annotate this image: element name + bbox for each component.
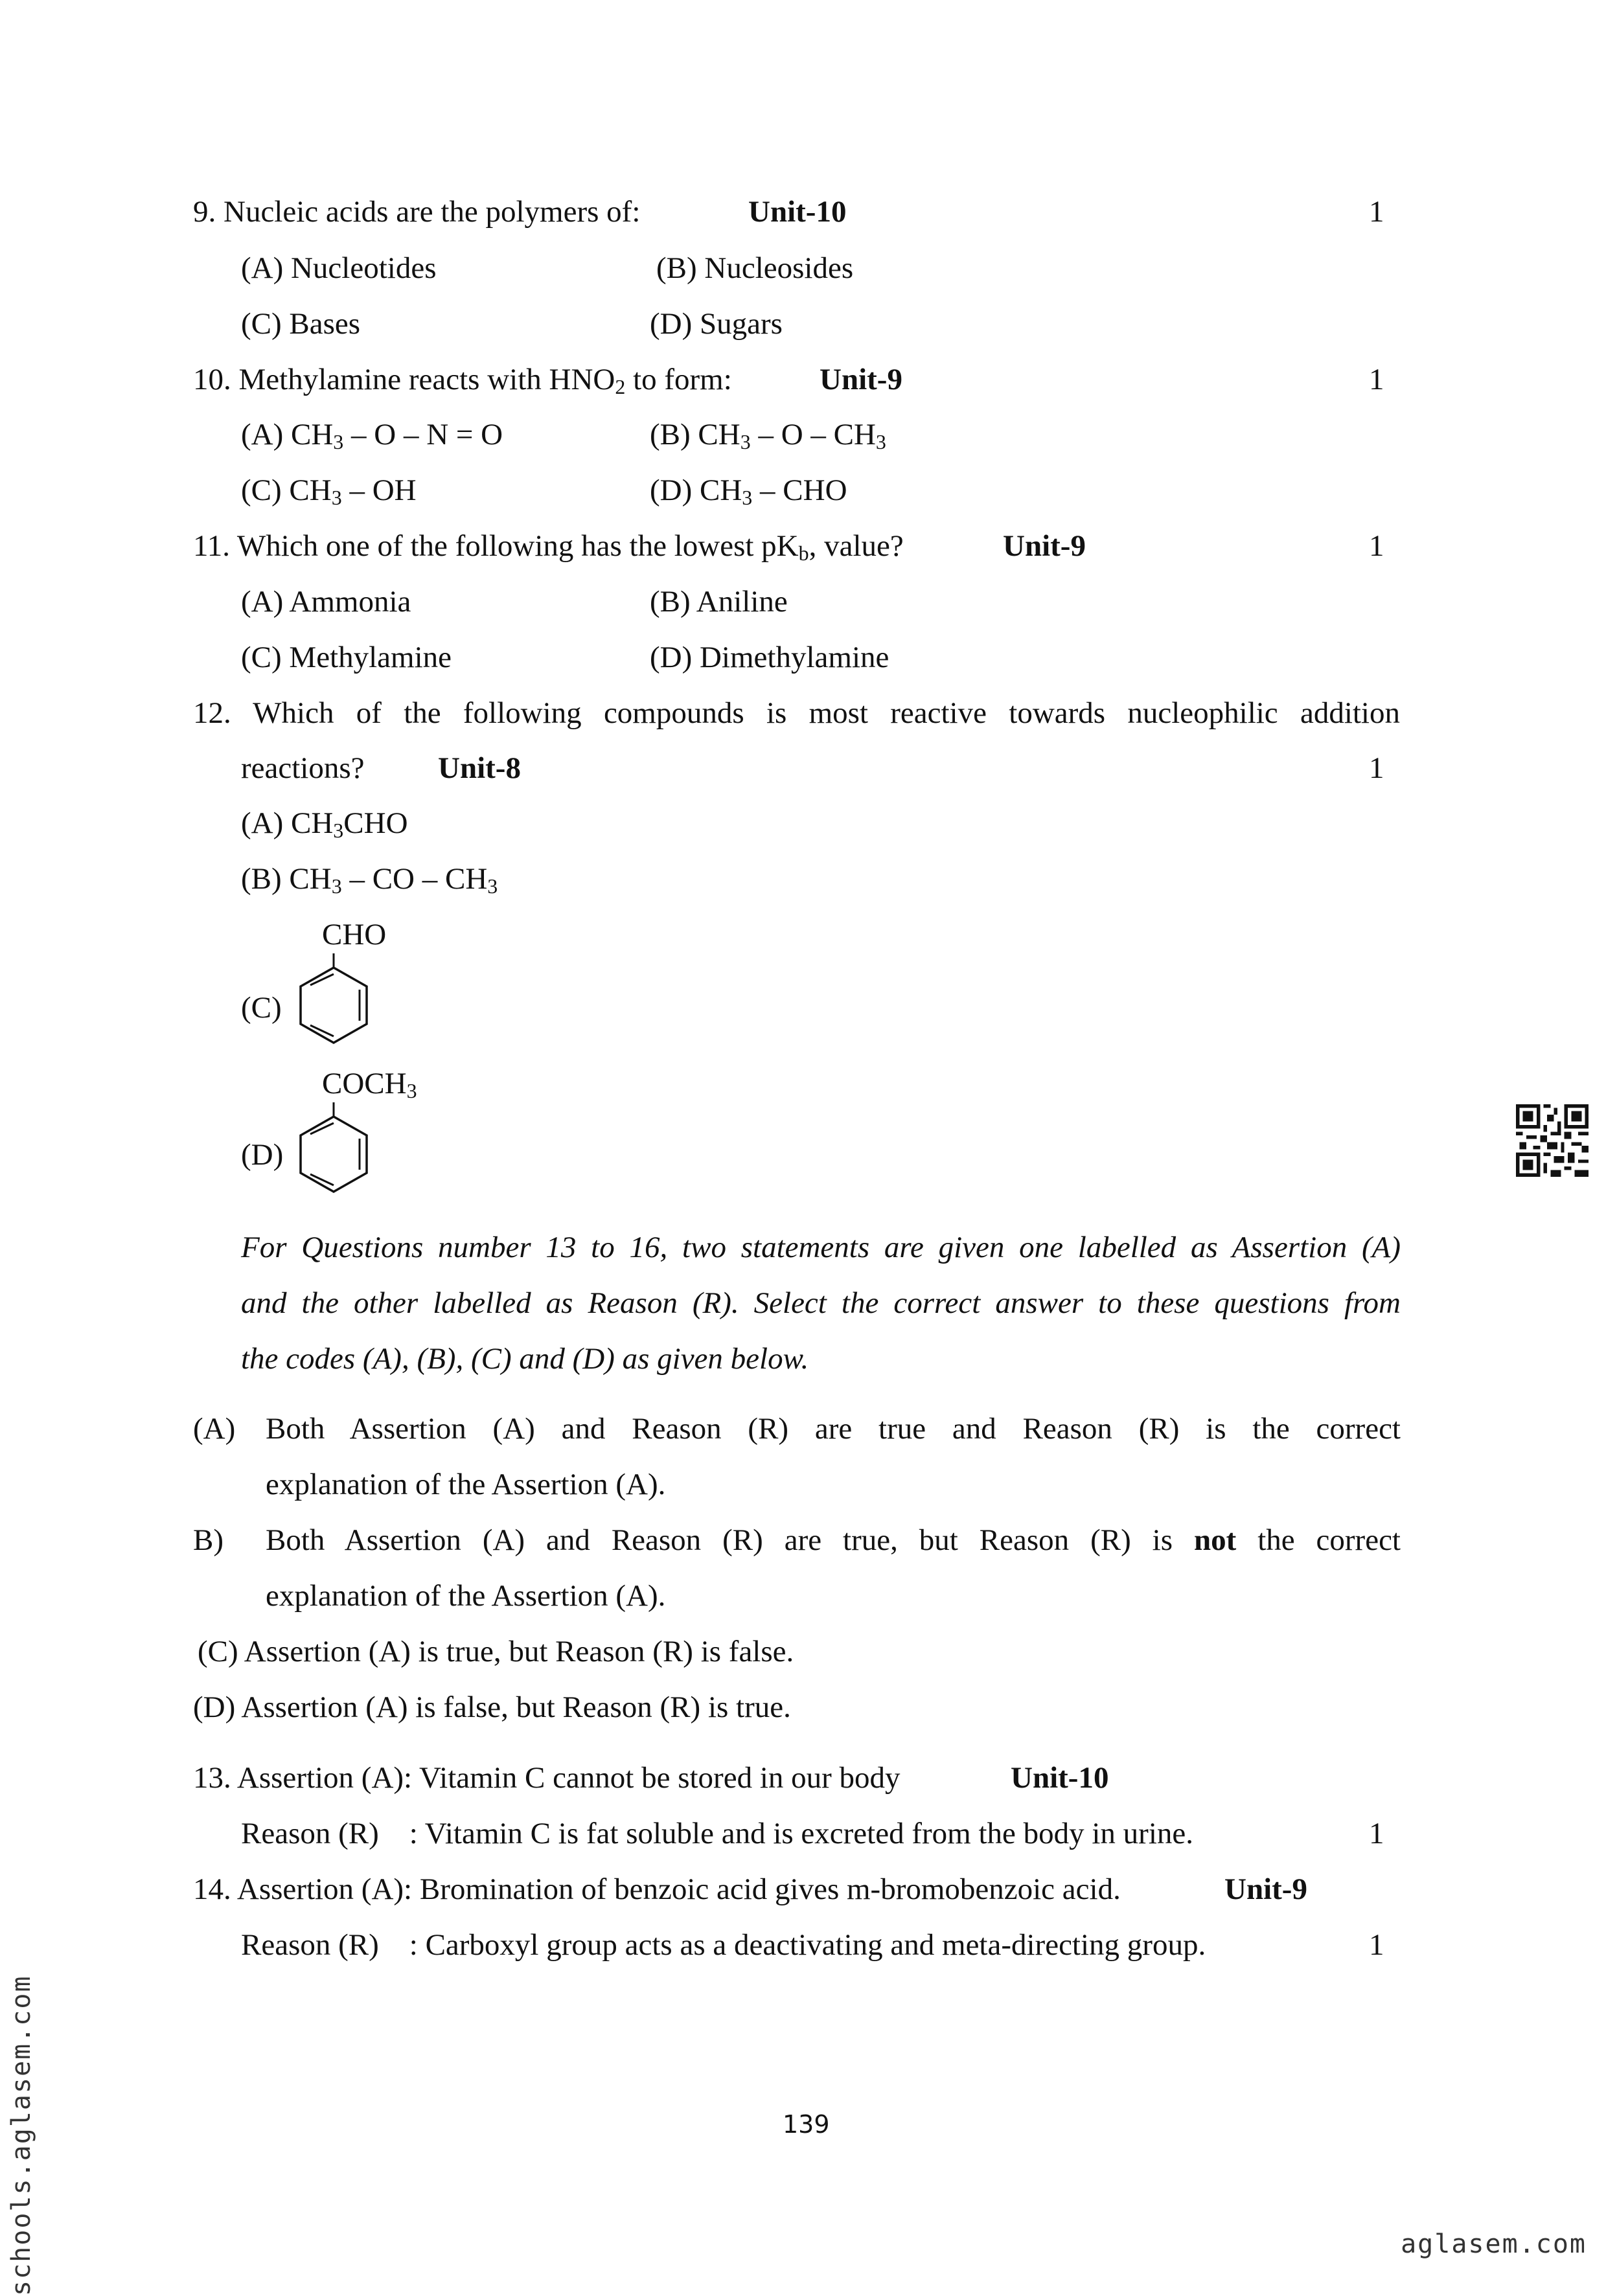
q11-unit: Unit-9 — [1003, 529, 1086, 563]
code-d-text: (D) Assertion (A) is false, but Reason (R) is true. — [193, 1690, 791, 1724]
q13-marks: 1 — [1369, 1817, 1384, 1850]
q14-reason: Reason (R) : Carboxyl group acts as a deactivating and meta-directing group. — [241, 1928, 1206, 1962]
instructions-line-3: the codes (A), (B), (C) and (D) as given below. — [241, 1342, 809, 1376]
code-b-label: B) — [193, 1523, 224, 1557]
q12-c-group: CHO — [322, 918, 387, 951]
q9-option-d: (D) Sugars — [650, 307, 783, 341]
q14-marks: 1 — [1369, 1928, 1384, 1962]
q10-option-a: (A) $CH_3 - O - N = O$ — [241, 418, 503, 454]
q9-option-a: (A) Nucleotides — [241, 251, 437, 285]
q12-marks: 1 — [1369, 751, 1384, 785]
instructions-line-2: and the other labelled as Reason (R). Select the correct answer to these questions from — [241, 1286, 1401, 1320]
q9-unit: Unit-10 — [748, 195, 847, 229]
page-number: 139 — [783, 2110, 830, 2139]
code-b-text: Both Assertion (A) and Reason (R) are true, but Reason (R) is not the correct — [266, 1523, 1401, 1557]
q14-unit: Unit-9 — [1224, 1872, 1307, 1906]
q10-option-c: (C) $CH_3$ – OH — [241, 473, 417, 510]
q10-text: 10. Methylamine reacts with $HNO_2$ to form: — [193, 363, 732, 399]
q10-marks: 1 — [1369, 363, 1384, 396]
q10-unit: Unit-9 — [820, 363, 902, 396]
q12-text-cont: reactions? — [241, 751, 365, 785]
side-watermark: schools.aglasem.com — [6, 1975, 36, 2296]
q14-assertion: 14. Assertion (A): Bromination of benzoic acid gives m-bromobenzoic acid. — [193, 1872, 1121, 1906]
q9-option-b: (B) Nucleosides — [656, 251, 854, 285]
q10-option-b: (B) $CH_3$ – O – $CH_3$ — [650, 418, 886, 454]
q11-text: 11. Which one of the following has the lowest $pK_b$, value? — [193, 529, 904, 565]
q12-option-c-label: (C) — [241, 991, 282, 1025]
code-b-text-cont: explanation of the Assertion (A). — [266, 1579, 666, 1613]
q13-reason: Reason (R) : Vitamin C is fat soluble and is excreted from the body in urine. — [241, 1817, 1193, 1850]
qr-code-icon — [1516, 1104, 1589, 1177]
q9-marks: 1 — [1369, 195, 1384, 229]
benzene-ring-icon — [295, 952, 373, 1049]
code-c-text: (C) Assertion (A) is true, but Reason (R) is false. — [198, 1635, 794, 1668]
q12-option-d-label: (D) — [241, 1138, 284, 1172]
q11-option-d: (D) Dimethylamine — [650, 641, 889, 674]
code-a-label: (A) — [193, 1412, 236, 1446]
footer-watermark: aglasem.com — [1401, 2229, 1587, 2259]
instructions-line-1: For Questions number 13 to 16, two statements are given one labelled as Assertion (A) — [241, 1231, 1401, 1264]
q9-option-c: (C) Bases — [241, 307, 361, 341]
q12-text: 12. Which of the following compounds is most reactive towards nucleophilic addition — [193, 696, 1400, 730]
q12-unit: Unit-8 — [438, 751, 521, 785]
q13-assertion: 13. Assertion (A): Vitamin C cannot be stored in our body — [193, 1761, 901, 1795]
q11-marks: 1 — [1369, 529, 1384, 563]
q12-option-b: (B) $CH_3$ – CO – $CH_3$ — [241, 862, 498, 898]
q9-text: 9. Nucleic acids are the polymers of: — [193, 195, 641, 229]
q10-option-d: (D) $CH_3$ – CHO — [650, 473, 847, 510]
code-a-text-cont: explanation of the Assertion (A). — [266, 1468, 666, 1501]
q13-unit: Unit-10 — [1011, 1761, 1109, 1795]
q12-d-group: $COCH_3$ — [322, 1067, 417, 1103]
q12-option-a: (A) $CH_3CHO$ — [241, 806, 408, 843]
q11-option-c: (C) Methylamine — [241, 641, 452, 674]
q11-option-a: (A) Ammonia — [241, 585, 411, 619]
code-a-text: Both Assertion (A) and Reason (R) are true and Reason (R) is the correct — [266, 1412, 1401, 1446]
q11-option-b: (B) Aniline — [650, 585, 788, 619]
benzene-ring-icon — [295, 1101, 373, 1198]
